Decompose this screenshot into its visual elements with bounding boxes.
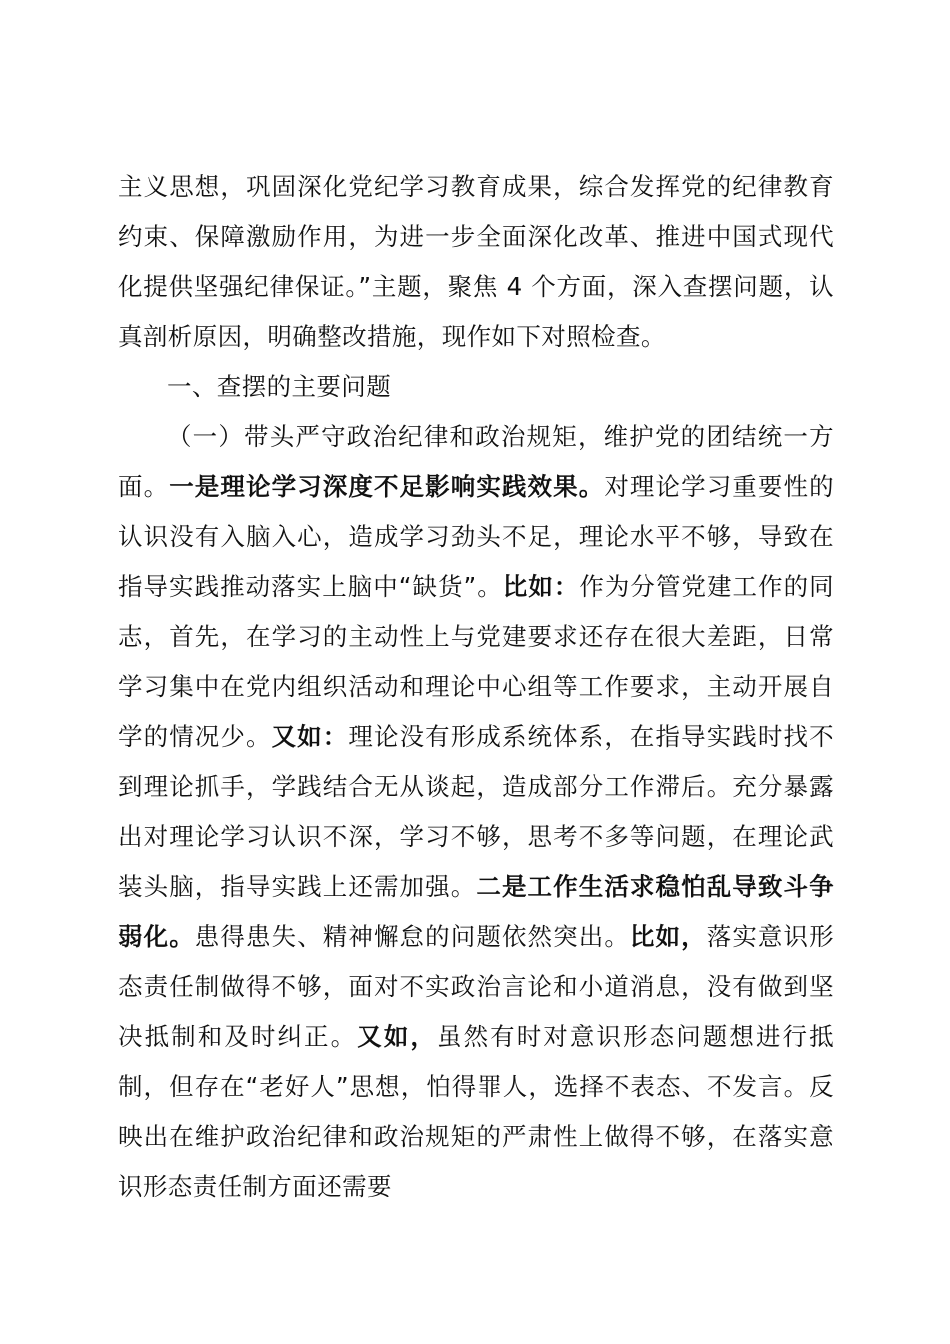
paragraph-text: 患得患失、精神懈怠的问题依然突出。 — [194, 922, 630, 951]
bold-example-label: 比如， — [629, 922, 707, 951]
paragraph-text: 对理论学习重要性的认识没有入脑入心，造成学习劲头不足，理论水平不够，导致在指导实践推动落实上脑中“缺货”。 — [118, 472, 834, 601]
section-heading: 一、查摆的主要问题 — [167, 372, 392, 401]
bold-example-label: 又如， — [357, 1022, 437, 1051]
paragraph-text: 理论没有形成系统体系，在指导实践时找不到理论抓手，学践结合无从谈起，造成部分工作滞后。充分暴露出对理论学习认识不深，学习不够，思考不多等问题，在理论武装头脑，指导实践上还需加强。 — [118, 722, 834, 901]
paragraph-text: 虽然有时对意识形态问题想进行抵制，但存在“老好人”思想，怕得罪人，选择不表态、不发言。反映出在维护政治纪律和政治规矩的严肃性上做得不够，在落实意识形态责任制方面还需要 — [118, 1022, 835, 1201]
bold-example-label: 比如： — [502, 572, 580, 601]
paragraph-text: 作为分管党建工作的同志，首先，在学习的主动性上与党建要求还存在很大差距，日常学习集中在党内组织活动和理论中心组等工作要求，主动开展自学的情况少。 — [118, 572, 834, 751]
paragraph-text: 落实意识形态责任制做得不够，面对不实政治言论和小道消息，没有做到坚决抵制和及时纠正。 — [118, 922, 835, 1051]
document-body — [118, 162, 834, 1212]
bold-point-heading: 二是工作生活求稳怕乱导致斗争弱化。 — [118, 872, 834, 951]
paragraph-text: （一）带头严守政治纪律和政治规矩，维护党的团结统一方面。 — [118, 422, 834, 501]
bold-example-label: 又如： — [271, 722, 349, 751]
body-paragraph — [118, 412, 834, 1212]
intro-paragraph: 主义思想，巩固深化党纪学习教育成果，综合发挥党的纪律教育约束、保障激励作用，为进一步全面深化改革、推进中国式现代化提供坚强纪律保证。”主题，聚焦 4 个方面，深入查摆问题，认真剖析原因，明确整改措施，现作如下对照检查。 — [118, 172, 834, 351]
bold-point-heading: 一是理论学习深度不足影响实践效果。 — [169, 472, 605, 501]
